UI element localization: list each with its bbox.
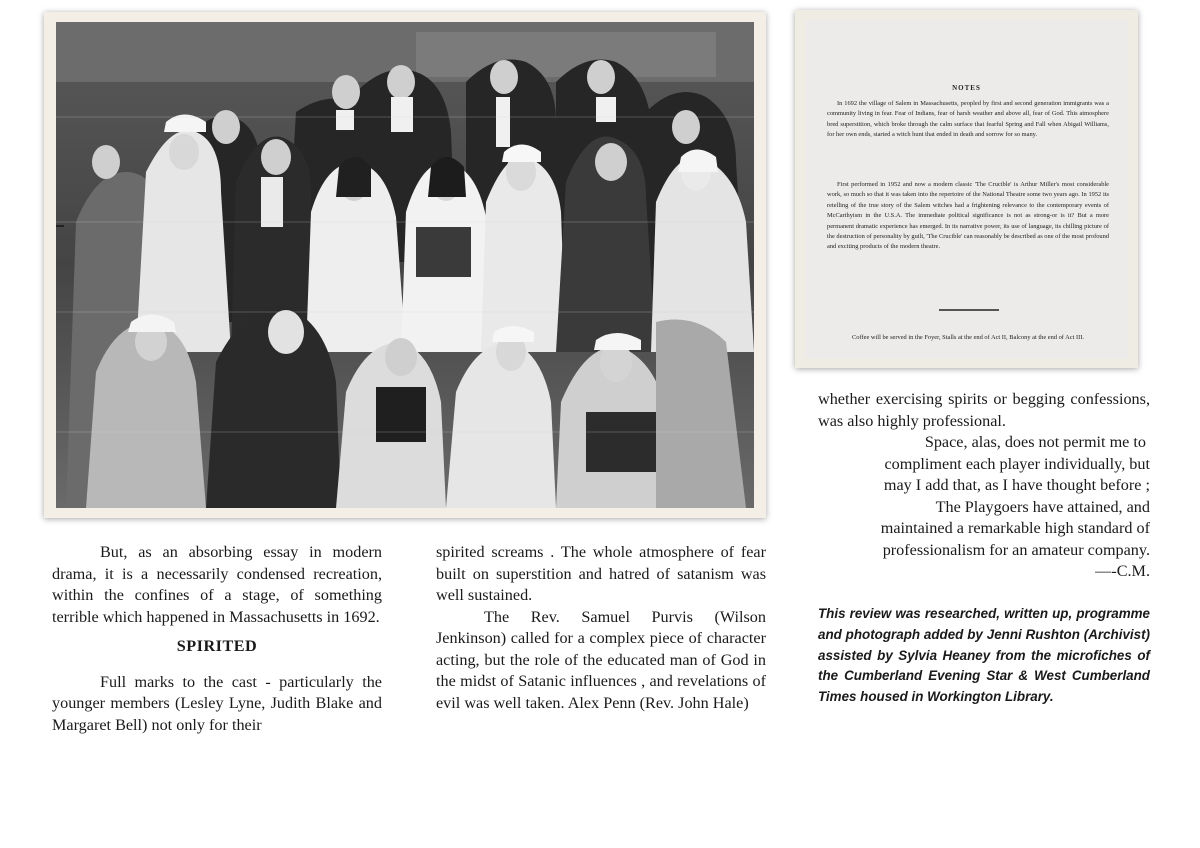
article-column-1 (52, 542, 382, 736)
notes-paragraph-1: In 1692 the village of Salem in Massachusetts, peopled by first and second generation immigrants was a community living in fear. Fear of Indians, fear of harsh weather and above all, fear of God. This atmosphere bred superstition, which broke through the calm surface that fearful Spring and Fall when Abigail Williams, for her own ends, started a witch hunt that ended in death and sorrow for so many. (827, 100, 1109, 139)
notes-divider (939, 309, 999, 311)
programme-notes-photo (795, 10, 1138, 368)
archive-credit-note: This review was researched, written up, programme and photograph added by Jenni Rushton (Archivist) assisted by Sylvia Heaney from the microfiches of the Cumberland Evening Star & West Cumberland Times housed in Workington Library. (818, 606, 1150, 705)
notes-paragraph-2: First performed in 1952 and now a modern classic 'The Crucible' is Arthur Miller's most considerable work, so much so that it was taken into the repertoire of the National Theatre some two years ago. In 1952 its retelling of the true story of the Salem witches had a frightening relevance to the contemporary events of McCarthyism in the U.S.A. The immediate political significance is not as strong-or is it? But a more permanent dramatic experience has emerged. In its narrative power, its use of language, its chilling picture of the destruction of personality by guilt, 'The Crucible' can reasonably be described as one of the most profound and exciting products of the modern theatre. (827, 181, 1109, 251)
author-signature: —-C.M. (1095, 562, 1150, 580)
article-line: The Playgoers have attained, and (935, 497, 1150, 516)
article-paragraph: Full marks to the cast - particularly the younger members (Lesley Lyne, Judith Blake and Margaret Bell) not only for their (52, 672, 382, 734)
article-line: professionalism for an amateur company. (882, 540, 1150, 559)
cast-photo-image (56, 22, 754, 508)
section-heading: SPIRITED (176, 637, 258, 655)
article-line: compliment each player individually, but (884, 454, 1150, 473)
article-paragraph: whether exercising spirits or begging confessions, was also highly professional. (818, 390, 1150, 430)
stray-mark (56, 225, 64, 227)
cast-photograph (44, 12, 766, 518)
notes-footer: Coffee will be served in the Foyer, Stalls at the end of Act II, Balcony at the end of Act III. (852, 334, 1084, 341)
notes-title: NOTES (952, 84, 981, 92)
article-paragraph: But, as an absorbing essay in modern drama, it is a necessarily condensed recreation, within the confines of a stage, of something terrible which happened in Massachusetts in 1692. (52, 543, 382, 626)
article-column-2 (436, 542, 766, 714)
article-column-3 (818, 389, 1150, 583)
article-paragraph: The Rev. Samuel Purvis (Wilson Jenkinson) called for a complex piece of character acting, but the role of the educated man of God in the midst of Satanic influences , and revelations of evil was well taken. Alex Penn (Rev. John Hale) (436, 607, 766, 712)
article-line: Space, alas, does not permit me to (924, 433, 1146, 451)
article-line: may I add that, as I have thought before ; (883, 476, 1150, 494)
article-line: maintained a remarkable high standard of (880, 519, 1150, 537)
programme-notes-page (805, 20, 1128, 358)
article-paragraph: spirited screams . The whole atmosphere of fear built on superstition and hatred of satanism was well sustained. (436, 543, 766, 604)
